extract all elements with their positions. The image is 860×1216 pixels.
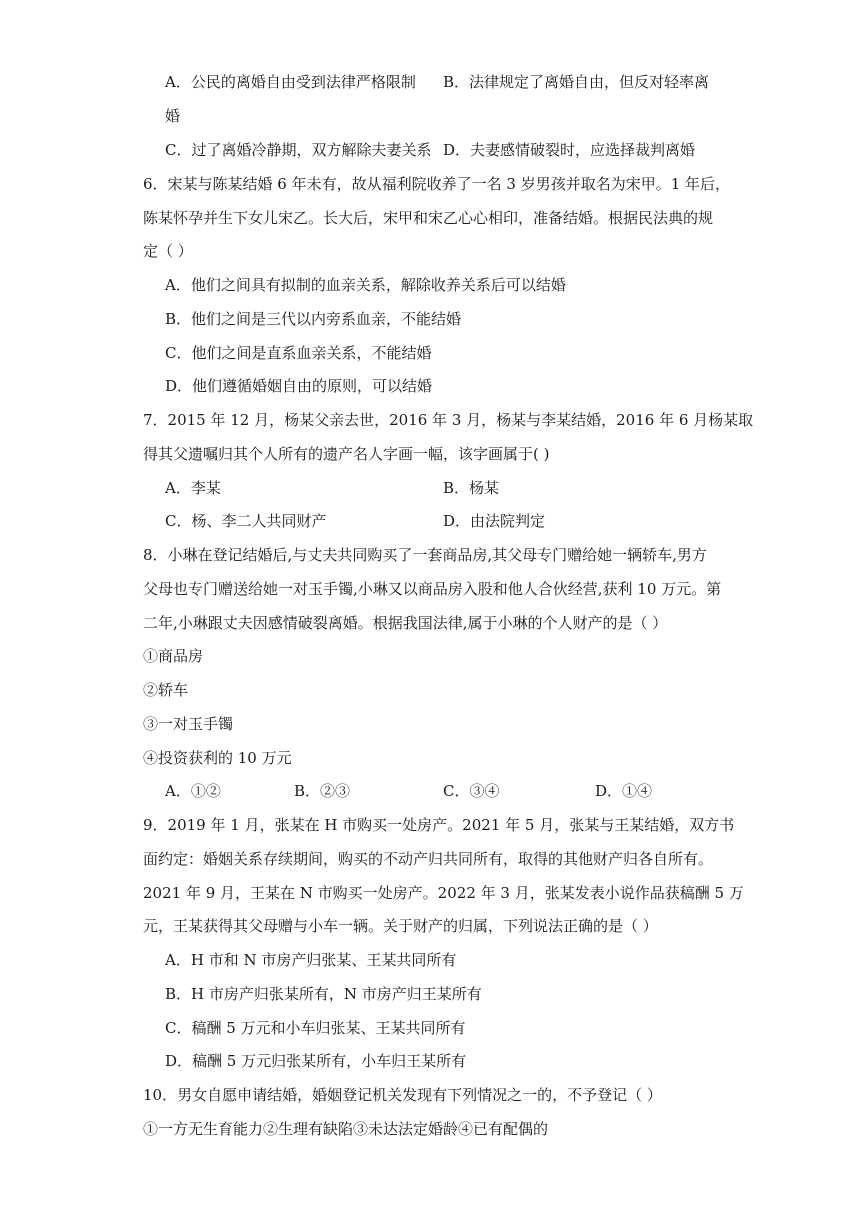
q9-option-c: C．稿酬 5 万元和小车归张某、王某共同所有	[165, 1019, 466, 1037]
q5-option-d: D．夫妻感情破裂时，应选择裁判离婚	[443, 141, 696, 159]
q7-stem-line2: 得其父遗嘱归其个人所有的遗产名人字画一幅，该字画属于( )	[143, 445, 550, 463]
q8-option-a: A．①②	[165, 782, 221, 800]
q7-option-c: C．杨、李二人共同财产	[165, 512, 327, 530]
q8-option-d: D．①④	[595, 782, 653, 800]
q7-option-a: A．李某	[165, 479, 221, 497]
q6-option-c: C．他们之间是直系血亲关系，不能结婚	[165, 344, 432, 362]
q8-item-3: ③一对玉手镯	[143, 715, 234, 733]
q9-stem-line3: 2021 年 9 月，王某在 N 市购买一处房产。2022 年 3 月，张某发表小说作品获稿酬 5 万	[143, 884, 744, 902]
q7-stem-line1: 7．2015 年 12 月，杨某父亲去世，2016 年 3 月，杨某与李某结婚，2016 年 6 月杨某取	[143, 411, 754, 429]
q6-stem-line1: 6．宋某与陈某结婚 6 年未有，故从福利院收养了一名 3 岁男孩并取名为宋甲。1 年后，	[143, 175, 731, 193]
q8-item-4: ④投资获利的 10 万元	[143, 749, 292, 767]
q7-option-b: B．杨某	[443, 479, 500, 497]
q8-stem-line3: 二年,小琳跟丈夫因感情破裂离婚。根据我国法律,属于小琳的个人财产的是（ ）	[143, 614, 668, 632]
q9-option-b: B．H 市房产归张某所有，N 市房产归王某所有	[165, 985, 482, 1003]
q6-option-d: D．他们遵循婚姻自由的原则，可以结婚	[165, 377, 433, 395]
q8-stem-line1: 8．小琳在登记结婚后,与丈夫共同购买了一套商品房,其父母专门赠给她一辆轿车,男方	[143, 546, 707, 564]
q8-item-2: ②轿车	[143, 681, 189, 699]
q6-stem-line2: 陈某怀孕并生下女儿宋乙。长大后，宋甲和宋乙心心相印，准备结婚。根据民法典的规	[143, 209, 714, 227]
q5-option-b: B．法律规定了离婚自由，但反对轻率离	[443, 73, 710, 91]
q5-option-a: A．公民的离婚自由受到法律严格限制	[165, 73, 416, 91]
q8-item-1: ①商品房	[143, 647, 204, 665]
q6-stem-line3: 定（ ）	[143, 242, 193, 260]
q9-stem-line1: 9．2019 年 1 月，张某在 H 市购买一处房产。2021 年 5 月，张某与王某结婚，双方书	[143, 816, 735, 834]
q6-option-a: A．他们之间具有拟制的血亲关系，解除收养关系后可以结婚	[165, 276, 566, 294]
q5-option-c: C．过了离婚冷静期，双方解除夫妻关系	[165, 141, 432, 159]
q9-option-a: A．H 市和 N 市房产归张某、王某共同所有	[165, 951, 457, 969]
q6-option-b: B．他们之间是三代以内旁系血亲，不能结婚	[165, 310, 462, 328]
q10-stem-line1: 10．男女自愿申请结婚，婚姻登记机关发现有下列情况之一的，不予登记（ ）	[143, 1086, 662, 1104]
q8-stem-line2: 父母也专门赠送给她一对玉手镯,小琳又以商品房入股和他人合伙经营,获利 10 万元。第	[143, 580, 722, 598]
q10-items: ①一方无生育能力②生理有缺陷③未达法定婚龄④已有配偶的	[143, 1120, 549, 1138]
q9-stem-line4: 元，王某获得其父母赠与小车一辆。关于财产的归属，下列说法正确的是（ ）	[143, 917, 658, 935]
q5-option-b-continued: 婚	[165, 107, 181, 125]
q7-option-d: D．由法院判定	[443, 512, 546, 530]
q8-option-c: C．③④	[443, 782, 500, 800]
q8-option-b: B．②③	[294, 782, 351, 800]
q9-option-d: D．稿酬 5 万元归张某所有，小车归王某所有	[165, 1052, 467, 1070]
q9-stem-line2: 面约定：婚姻关系存续期间，购买的不动产归共同所有，取得的其他财产归各自所有。	[143, 850, 714, 868]
